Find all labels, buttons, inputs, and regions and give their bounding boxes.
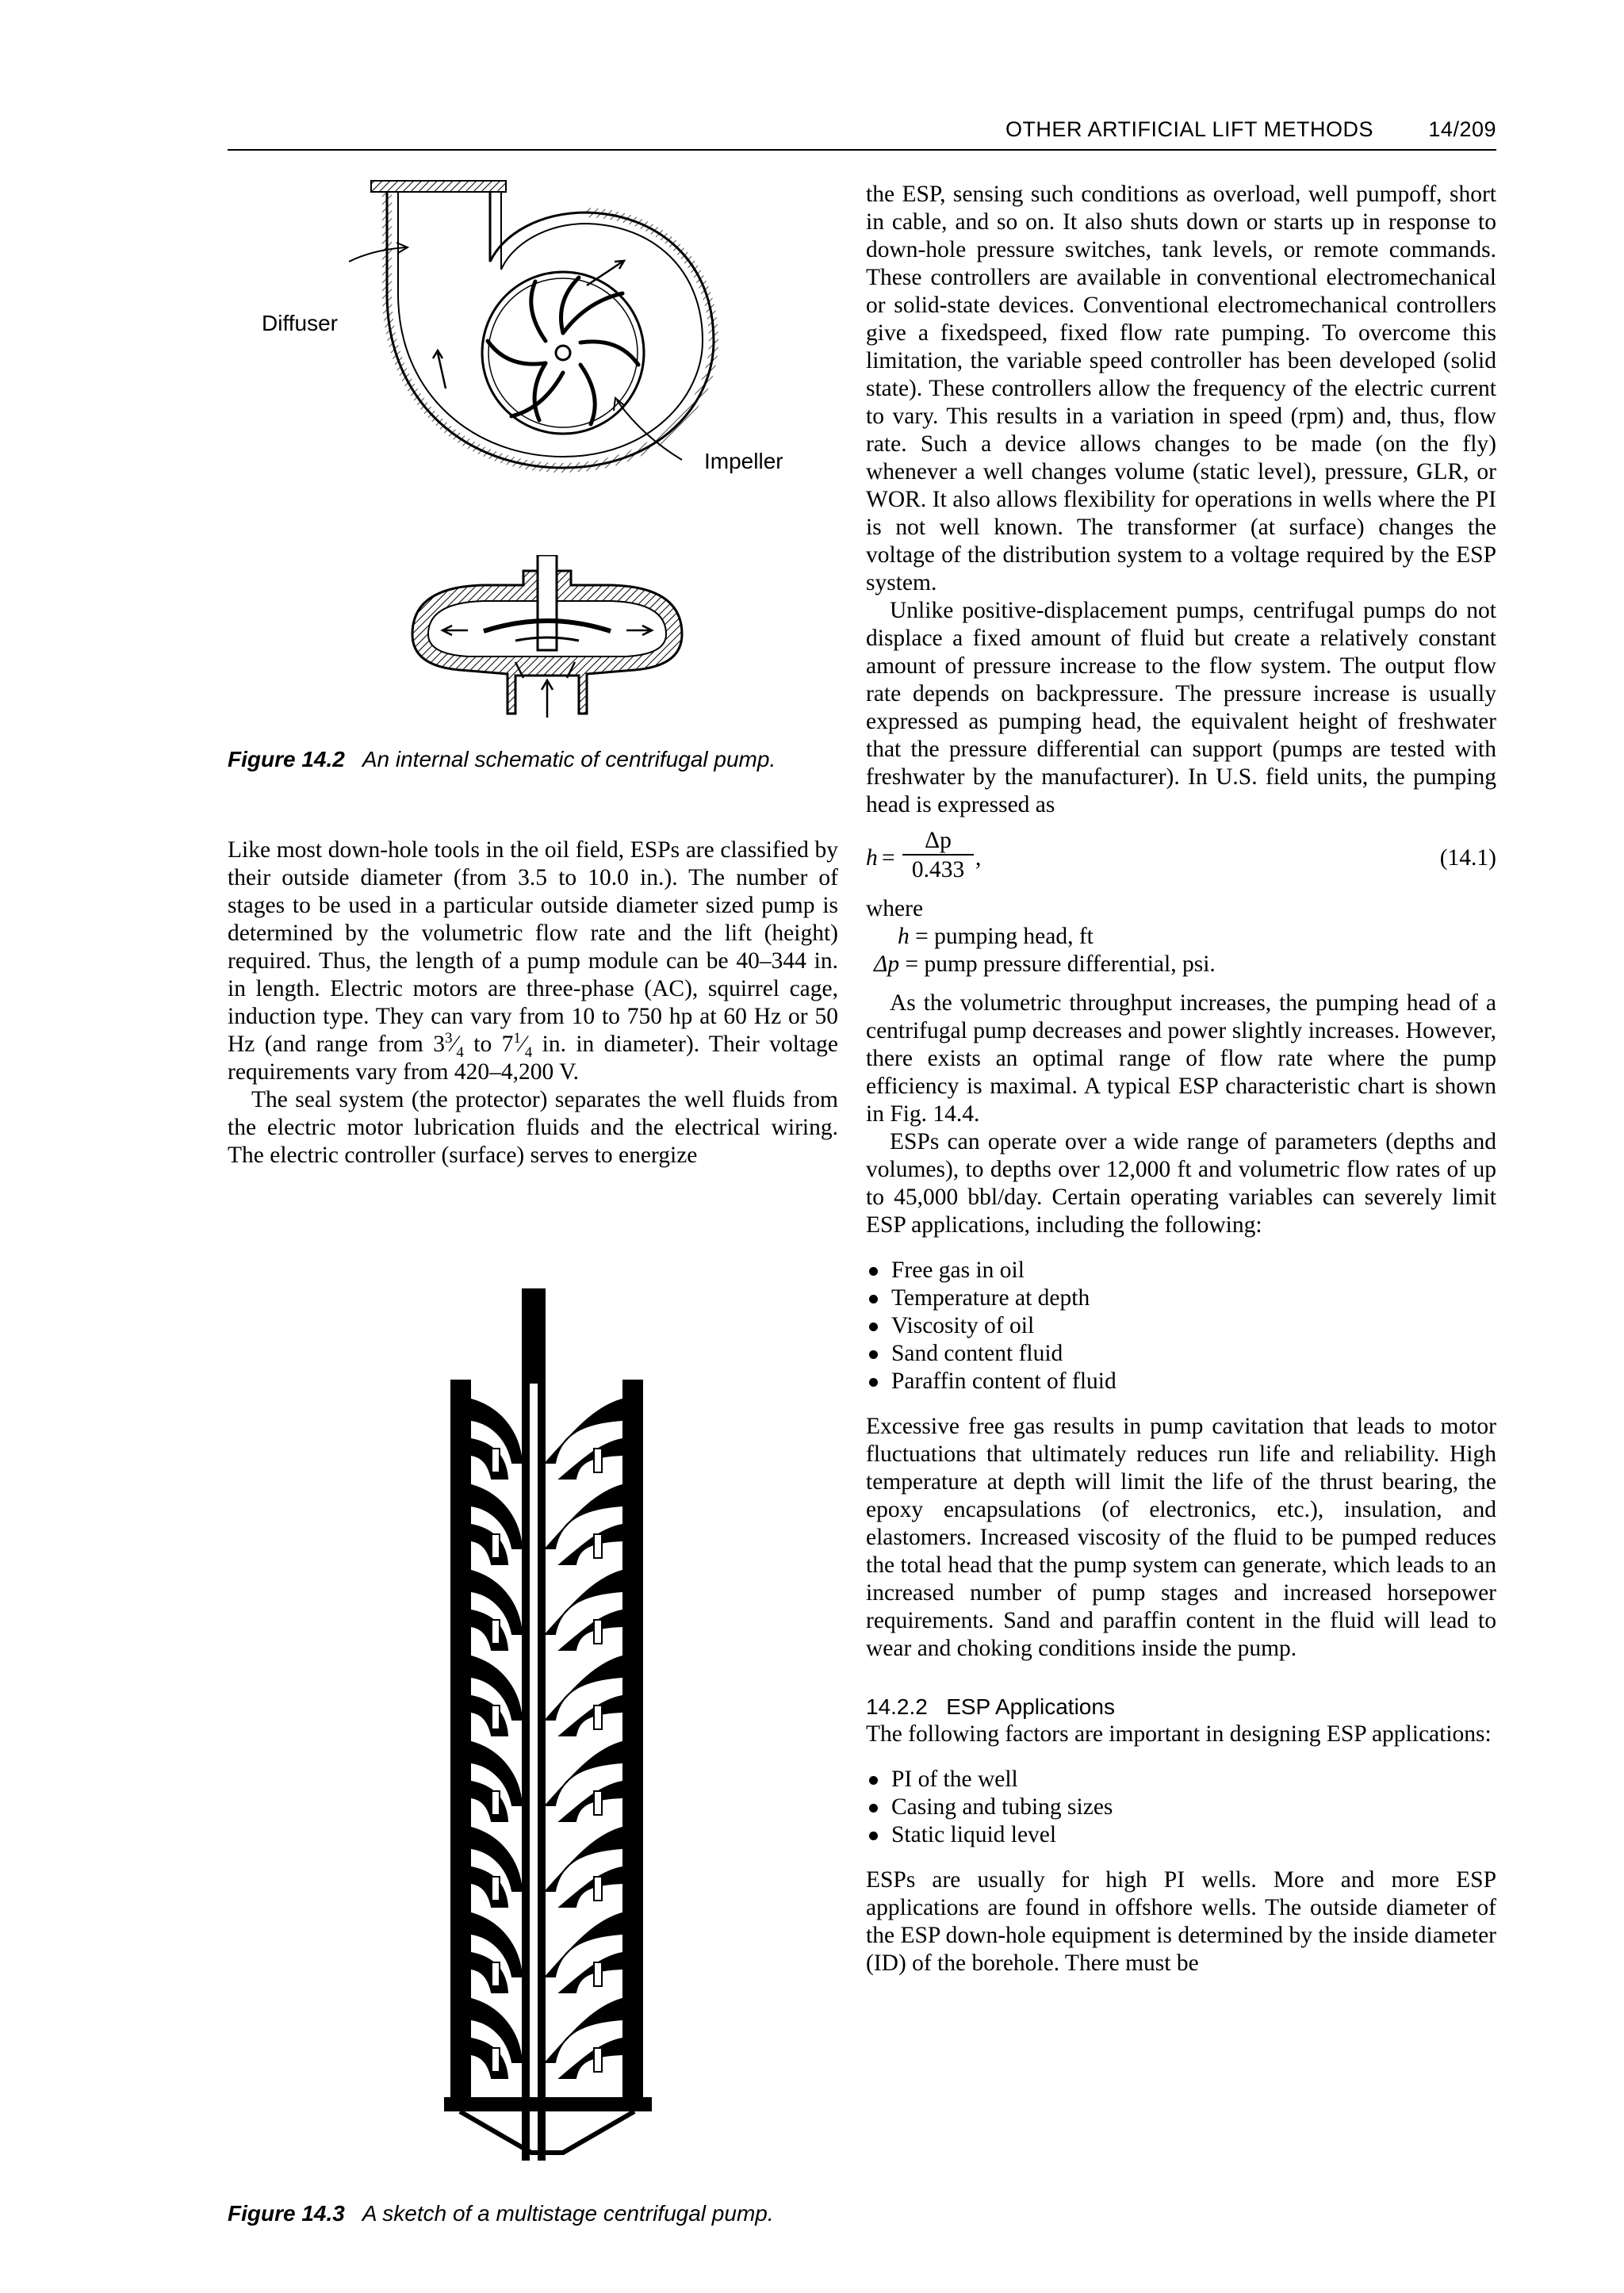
pump-stage-shape (492, 1962, 500, 1986)
list-item: Free gas in oil (866, 1257, 1496, 1284)
left-p1-text: Like most down-hole tools in the oil field, ESPs are classified by their outside diameter (from 3.5 to 10.0 in.). The number of stages to be used in a particular outside diameter sized pump is determined by the volumetric flow rate and the lift (height) required. Thus, the length of a pump module can be 40–344 in. in length. Electric motors are three-phase (AC), squirrel cage, induction type. They can vary from 10 to 750 hp at 60 Hz or 50 Hz (and range from (228, 837, 838, 1057)
pump-stage-shape (594, 2048, 602, 2072)
pump-stage-shape (560, 1953, 622, 1992)
pump-stage-shape (471, 1867, 508, 1907)
figure-14-2-caption-text: An internal schematic of centrifugal pump. (362, 747, 776, 771)
figure-14-2-volute-drawing (349, 174, 730, 507)
figure-14-2-caption (228, 747, 776, 772)
pump-stage-shape (594, 1449, 602, 1472)
pump-stage-shape (492, 1791, 500, 1815)
left-p1-end: in. in diameter). Their voltage requirements vary from 420–4,200 V. (228, 1032, 839, 1085)
section-number: 14.2.2 (866, 1694, 928, 1719)
figure-14-2-section-drawing (396, 555, 698, 722)
right-paragraph-2: Unlike positive-displacement pumps, centrifugal pumps do not displace a fixed amount of fluid but create a relatively constant amount of pressure increase to the flow system. The output flow rate depends on backpressure. The pressure increase is usually expressed as pumping head, the equivalent height of freshwater that the pressure differential can support (pumps are tested with freshwater by the manufacturer). In U.S. field units, the pumping head is expressed as (866, 598, 1496, 817)
figure-14-2-label: Figure 14.2 (228, 747, 345, 771)
eq-numerator: Δp (902, 827, 974, 856)
fraction-3-3-4: $3^3⁄_4$ (433, 1030, 464, 1061)
right-paragraph-4: ESPs can operate over a wide range of parameters (depths and volumes), to depths over 12,000 ft and volumetric flow rates of up to 45,000 bbl/day. Certain operating variables can severely limit ESP applications, including the following: (866, 1129, 1496, 1238)
equation-14-1 (866, 827, 1496, 889)
pump-stage-shape (560, 1439, 622, 1479)
right-paragraph-1: the ESP, sensing such conditions as overload, well pumpoff, short in cable, and so on. It also shuts down or starts up in response to down-hole pressure switches, tank levels, or remote commands. These controllers are available in conventional electromechanical or solid-state devices. Conventional electromechanical controllers give a fixedspeed, fixed flow rate pumping. To overcome this limitation, the variable speed controller has been developed (solid state). These controllers allow the frequency of the electric current to vary. This results in a variation in speed (rpm) and, thus, flow rate. Such a device allows changes to be made (on the fly) whenever a well changes volume (static level), pressure, GLR, or WOR. It also allows flexibility for operations in wells where the PI is not well known. The transformer (at surface) changes the voltage of the distribution system to a voltage required by the ESP system. (866, 182, 1496, 595)
pump-stage-shape (560, 1610, 622, 1650)
pump-stage-shape (492, 1705, 500, 1729)
pump-stage-shape (492, 1620, 500, 1644)
right-paragraph-5: Excessive free gas results in pump cavitation that leads to motor fluctuations that ultimately reduces run life and reliability. High temperature at depth will limit the life of the thrust bearing, the epoxy encapsulations (of electronics, etc.), insulation, and elastomers. Increased viscosity of the fluid to be pumped reduces the total head that the pump system can generate, which leads to an increased number of pump stages and increased horsepower requirements. Sand and paraffin content in the fluid will lead to wear and choking conditions inside the pump. (866, 1414, 1496, 1661)
right-paragraph-7: ESPs are usually for high PI wells. More and more ESP applications are found in offshore wells. The outside diameter of the ESP down-hole equipment is determined by the inside diameter (ID) of the borehole. There must be (866, 1867, 1496, 1976)
left-paragraph-2: The seal system (the protector) separates the well fluids from the electric motor lubrication fluids and the electrical wiring. The electric controller (surface) serves to energize (228, 1087, 838, 1168)
pump-stage-shape (471, 1782, 508, 1821)
pump-stage-shape (471, 1439, 508, 1479)
pump-stage-shape (594, 1791, 602, 1815)
eq-number: (14.1) (1439, 845, 1496, 871)
pump-stage-shape (560, 1696, 622, 1736)
running-title: OTHER ARTIFICIAL LIFT METHODS (1005, 117, 1373, 141)
definition-delta-p: Δp = pump pressure differential, psi. (874, 951, 1216, 977)
pump-stage-shape (594, 1620, 602, 1644)
pump-stage-shape (560, 1867, 622, 1907)
pump-stage-shape (471, 2038, 508, 2078)
right-column (866, 181, 1496, 1977)
right-paragraph-6: The following factors are important in designing ESP applications: (866, 1721, 1492, 1747)
pump-stage-shape (492, 1449, 500, 1472)
running-header (228, 111, 1496, 151)
right-paragraph-3: As the volumetric throughput increases, the pumping head of a centrifugal pump decreases and power slightly increases. However, there exists an optimal range of flow rate where the pump efficiency is maximal. A typical ESP characteristic chart is shown in Fig. 14.4. (866, 990, 1496, 1127)
section-heading-14-2-2 (866, 1693, 1496, 1721)
eq-denominator: 0.433 (911, 857, 965, 882)
pump-stages (471, 1399, 622, 2078)
pump-stage-shape (471, 1610, 508, 1650)
callout-diffuser: Diffuser (262, 311, 338, 335)
list-item: Static liquid level (866, 1821, 1496, 1849)
pump-stage-shape (492, 2048, 500, 2072)
pump-stage-shape (560, 2038, 622, 2078)
figure-14-3-caption-text: A sketch of a multistage centrifugal pump. (362, 2201, 774, 2226)
eq-lhs: h (866, 845, 878, 871)
pump-stage-shape (560, 1525, 622, 1564)
pump-stage-shape (471, 1696, 508, 1736)
eq-fraction (902, 827, 974, 884)
pump-stage-shape (471, 1953, 508, 1992)
design-factors-list (866, 1766, 1496, 1849)
pump-stage-shape (594, 1962, 602, 1986)
pump-stage-shape (471, 1525, 508, 1564)
page-number: 14/209 (1428, 117, 1496, 141)
left-paragraph-1: Like most down-hole tools in the oil field, ESPs are classified by their outside diameter (from 3.5 to 10.0 in.). The number of stages to be used in a particular outside diameter sized pump is determined by the volumetric flow rate and the lift (height) required. Thus, the length of a pump module can be 40–344 in. in length. Electric motors are three-phase (AC), squirrel cage, induction type. They can vary from 10 to 750 hp at 60 Hz or 50 Hz (and range from $3^3⁄_4$ to $7^1⁄_4$ in. in diameter). Their voltage requirements vary from 420–4,200 V. (228, 837, 839, 1085)
list-item: Temperature at depth (866, 1284, 1496, 1312)
callout-impeller: Impeller (704, 449, 783, 473)
figure-14-3-multistage-drawing (444, 1288, 658, 2169)
eq-comma: , (975, 845, 982, 871)
list-item: Paraffin content of fluid (866, 1368, 1496, 1395)
definition-h: h = pumping head, ft (898, 924, 1094, 949)
pump-stage-shape (594, 1705, 602, 1729)
section-title: ESP Applications (946, 1694, 1115, 1719)
fraction-7-1-4: $7^1⁄_4$ (501, 1030, 533, 1061)
list-item: PI of the well (866, 1766, 1496, 1793)
figure-14-3-caption (228, 2201, 774, 2226)
pump-stage-shape (492, 1877, 500, 1901)
where-label: where (866, 896, 924, 921)
list-item: Sand content fluid (866, 1340, 1496, 1368)
pump-stage-shape (492, 1534, 500, 1558)
pump-stage-shape (594, 1534, 602, 1558)
list-item: Casing and tubing sizes (866, 1793, 1496, 1821)
pump-stage-shape (560, 1782, 622, 1821)
list-item: Viscosity of oil (866, 1312, 1496, 1340)
eq-equals: = (882, 845, 895, 871)
limiting-variables-list (866, 1257, 1496, 1395)
left-column (228, 836, 838, 1169)
figure-14-3-label: Figure 14.3 (228, 2201, 345, 2226)
pump-stage-shape (594, 1877, 602, 1901)
